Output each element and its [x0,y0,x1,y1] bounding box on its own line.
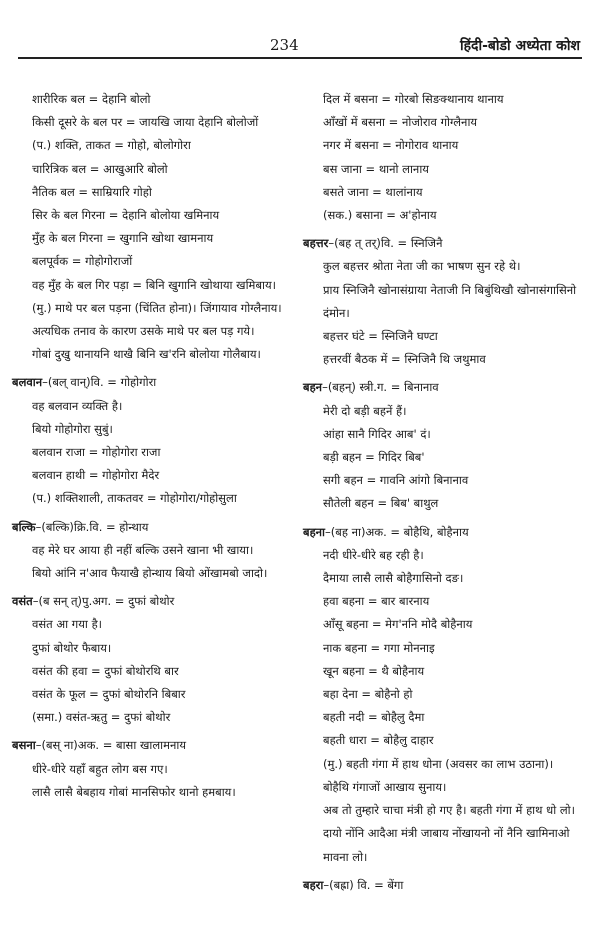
page-header [0,0,600,56]
entry-subline: शारीरिक बल = देहानि बोलो [32,92,151,106]
entry-subline: वसंत आ गया है। [32,617,103,632]
headword: बहना [303,524,326,539]
left-column [12,88,290,804]
entry-subline: बलपूर्वक = गोहोगोराजों [32,254,133,269]
headword: बसना [12,738,36,753]
dictionary-entry [303,232,588,255]
entry-subline: बोहैथि गंगाजों आखाय सुनाय। [323,779,447,794]
entry-subline: (सक.) बसाना = अ'होनाय [323,208,437,223]
entry-subline: अब तो तुम्हारे चाचा मंत्री हो गए है। बहती गंगा में हाथ धो लो। [323,803,576,818]
entry-subline: नगर में बसना = नोगोराव थानाय [323,138,459,153]
entry-subline: गोबां दुखु थानायनि थाखै बिनि ख'रनि बोलोया गोलैबाय। [32,347,261,362]
entry-subline: हत्तरवीं बैठक में = स्निजिनै थि जथुमाव [323,352,486,367]
dictionary-entry [12,734,290,757]
entry-subline: किसी दूसरे के बल पर = जायखि जाया देहानि बोलोजों [32,115,259,130]
headword: बल्कि [12,519,36,534]
entry-subline: बहा देना = बोहैनो हो [323,687,413,702]
page-number: 234 [270,36,299,54]
entry-subline: बहत्तर घंटे = स्निजिनै घण्टा [323,329,438,344]
headword: बहरा [303,877,324,892]
entry-subline: सौतेली बहन = बिब' बाथुल [323,496,439,511]
entry-subline: बियो गोहोगोरा सुबुं। [32,421,113,436]
entry-definition: –(बह ना)अक. = बोहैथि, बोहैनाय [325,524,469,539]
entry-subline: वसंत की हवा = दुफां बोथोरथि बार [32,663,179,678]
entry-subline: दैमाया लासै लासै बोहैगासिनो दङ। [323,571,464,586]
entry-subline: आंहा सानै गिदिर आब' दं। [323,426,431,441]
headword: बलवान [12,375,43,390]
entry-subline: बसते जाना = थालांनाय [323,184,423,199]
entry-subline: कुल बहत्तर श्रोता नेता जी का भाषण सुन रहे थे। [323,259,521,274]
dictionary-entry [303,874,588,897]
entry-subline: प्राय स्निजिनै खोनासंग्राया नेताजी नि बिबुंथिखौ खोनासंगासिनो दंमोन। [323,282,577,320]
entry-subline: (प.) शक्तिशाली, ताकतवर = गोहोगोरा/गोहोसुला [32,491,237,506]
entry-subline: (समा.) वसंत-ऋतु = दुफां बोथोर [32,710,171,725]
entry-subline: बलवान राजा = गोहोगोरा राजा [32,445,161,460]
entry-subline: आँसू बहना = मेग'ननि मोदै बोहैनाय [323,617,473,632]
entry-subline: बहती नदी = बोहैलु दैमा [323,710,425,725]
entry-subline: (प.) शक्ति, ताकत = गोहो, बोलोगोरा [32,138,191,153]
entry-subline: दुफां बोथोर फैबाय। [32,640,112,655]
entry-subline: मेरी दो बड़ी बहनें हैं। [323,403,407,418]
entry-subline: चारित्रिक बल = आखुआरि बोलो [32,161,168,176]
entry-subline: बड़ी बहन = गिदिर बिब' [323,450,425,465]
entry-subline: सगी बहन = गावनि आंगो बिनानाव [323,473,469,488]
entry-subline: बस जाना = थानो लानाय [323,161,429,176]
entry-definition: –(बह त् तर्)वि. = स्निजिनै [328,236,443,251]
entry-subline: हवा बहना = बार बारनाय [323,594,430,609]
entry-definition: –(बल् वान्)वि. = गोहोगोरा [42,375,157,390]
header-rule [18,57,582,59]
entry-definition: –(बल्कि)क्रि.वि. = होन्थाय [35,519,149,534]
running-title: हिंदी-बोडो अध्येता कोश [460,38,580,54]
entry-subline: वह मेरे घर आया ही नहीं बल्कि उसने खाना भी खाया। [32,542,254,557]
entry-definition: –(ब सन् त्)पु.अग. = दुफां बोथोर [32,594,175,609]
entry-subline: वह बलवान व्यक्ति है। [32,398,123,413]
entry-subline: (मु.) बहती गंगा में हाथ धोना (अवसर का लाभ उठाना)। [323,756,554,771]
dictionary-entry [12,516,290,539]
dictionary-entry [12,371,290,394]
right-column [303,88,588,897]
entry-subline: लासै लासै बेबहाय गोबां मानसिफोर थानो हमबाय। [32,784,236,799]
entry-subline: वसंत के फूल = दुफां बोथोरनि बिबार [32,687,186,702]
dictionary-entry [303,521,588,544]
entry-subline: नाक बहना = गगा मोननाइ [323,640,435,655]
entry-subline: अत्यधिक तनाव के कारण उसके माथे पर बल पड़ गये। [32,324,255,339]
entry-subline: खून बहना = थै बोहैनाय [323,663,425,678]
entry-subline: दिल में बसना = गोरबो सिङक्थानाय थानाय [323,92,504,106]
entry-definition: –(बह्रा) वि. = बेंगा [323,877,404,892]
entry-subline: नदी धीरे-धीरे बह रही है। [323,547,424,562]
dictionary-entry [12,590,290,613]
headword: बहत्तर [303,236,329,251]
entry-subline: नैतिक बल = साम्रियारि गोहो [32,184,152,199]
entry-subline: वह मुँह के बल गिर पड़ा = बिनि खुगानि खोथाया खमिबाय। [32,277,277,292]
headword: वसंत [12,594,33,609]
entry-subline: आँखों में बसना = नोजोराव गोग्लैनाय [323,115,478,130]
entry-subline: बहती धारा = बोहैलु दाहार [323,733,434,748]
entry-subline: धीरे-धीरे यहाँ बहुत लोग बस गए। [32,761,168,776]
dictionary-entry [303,376,588,399]
headword: बहन [303,380,323,395]
entry-definition: –(बहन्) स्त्री.ग. = बिनानाव [322,380,439,395]
entry-subline: दायो नोंनि आदैआ मंत्री जाबाय नोंखायनो नों नैनि खामिनाओ मावना लो। [323,826,570,864]
entry-subline: बलवान हाथी = गोहोगोरा मैदेर [32,468,160,483]
entry-subline: (मु.) माथे पर बल पड़ना (चिंतित होना)। जिंगायाव गोग्लैनाय। [32,300,282,315]
entry-subline: मुँह के बल गिरना = खुगानि खोथा खामनाय [32,231,214,246]
entry-definition: –(बस् ना)अक. = बासा खालामनाय [35,738,187,753]
entry-subline: बियो आंनि न'आव फैयाखै होन्थाय बियो ओंखामबो जादो। [32,566,268,581]
entry-subline: सिर के बल गिरना = देहानि बोलोया खमिनाय [32,208,220,223]
